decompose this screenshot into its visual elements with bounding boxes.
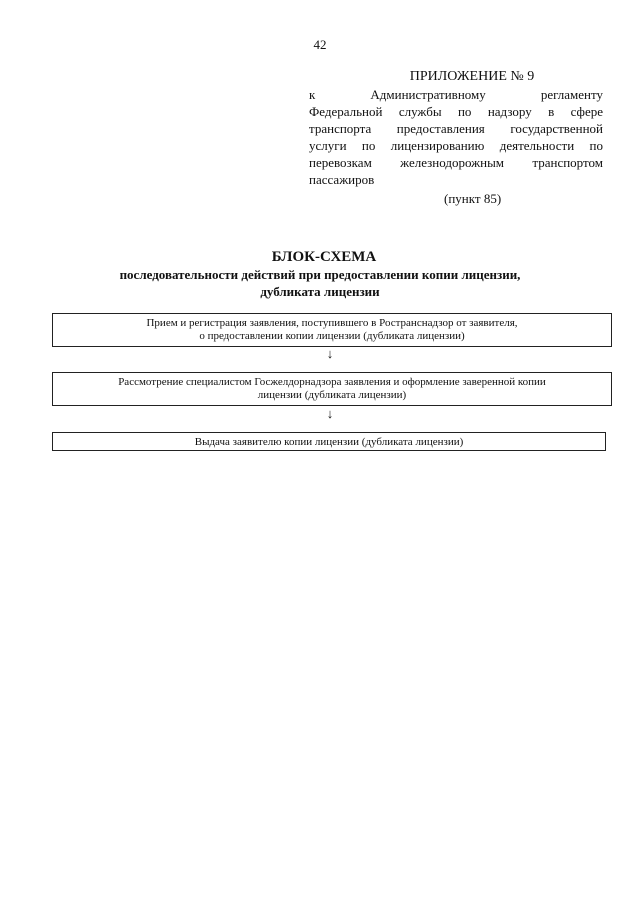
flow-step-2-line-1: Рассмотрение специалистом Госжелдорнадзора заявления и оформление заверенной копии — [118, 376, 546, 388]
appendix-line: Федеральной службы по надзору в сфере — [309, 104, 603, 119]
appendix-header — [309, 68, 603, 207]
down-arrow-icon: ↓ — [326, 346, 334, 361]
appendix-line: пассажиров — [309, 172, 375, 187]
flowchart-subtitle-line-2: дубликата лицензии — [260, 284, 380, 299]
flowchart-title: БЛОК-СХЕМА — [271, 249, 377, 265]
flowchart-heading — [0, 248, 640, 300]
flowchart-subtitle-line-1: последовательности действий при предоставлении копии лицензии, — [119, 267, 521, 282]
flow-step-2 — [52, 372, 612, 406]
appendix-line: к Административному регламенту — [309, 87, 603, 102]
flow-step-3 — [52, 432, 606, 451]
flow-step-1 — [52, 313, 612, 347]
appendix-line: услуги по лицензированию деятельности по — [309, 138, 603, 153]
appendix-line: транспорта предоставления государственной — [309, 121, 603, 136]
down-arrow-icon: ↓ — [326, 406, 334, 421]
page-number: 42 — [313, 37, 327, 52]
flow-step-3-text: Выдача заявителю копии лицензии (дубликата лицензии) — [194, 436, 464, 448]
flow-step-1-line-2: о предоставлении копии лицензии (дубликата лицензии) — [199, 330, 465, 342]
flow-step-1-line-1: Прием и регистрация заявления, поступившего в Ространснадзор от заявителя, — [146, 317, 518, 329]
appendix-title: ПРИЛОЖЕНИЕ № 9 — [409, 69, 535, 84]
appendix-point-reference: (пункт 85) — [444, 191, 502, 206]
flow-step-2-line-2: лицензии (дубликата лицензии) — [257, 389, 407, 401]
appendix-line: перевозкам железнодорожным транспортом — [309, 155, 603, 170]
